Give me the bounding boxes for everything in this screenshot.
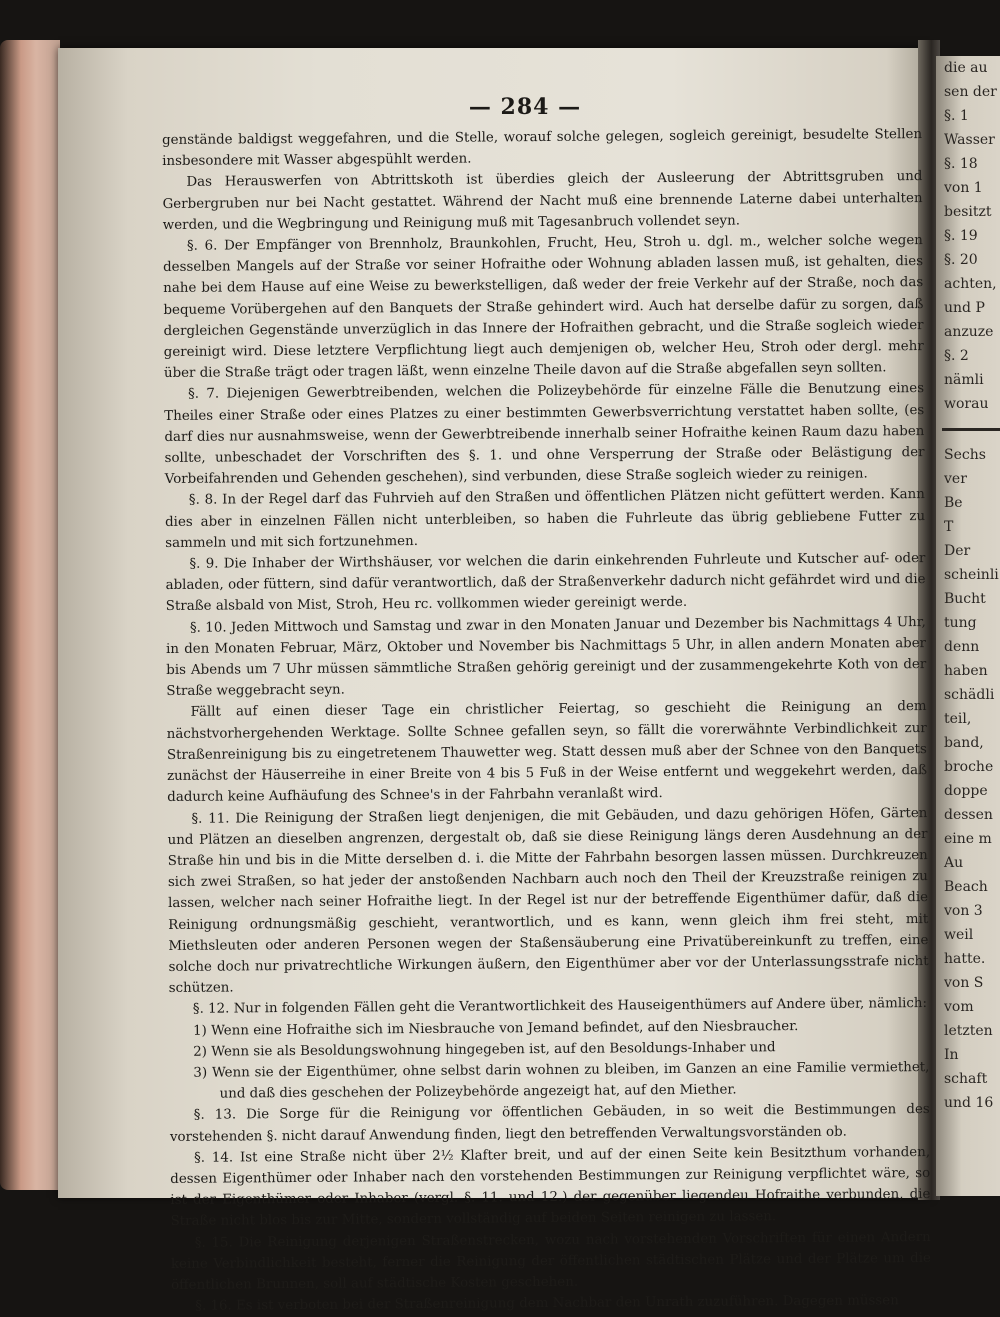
next-page-fragments-bottom: [936, 443, 1000, 1115]
next-page-fragment: vom: [944, 999, 974, 1015]
next-page-fragment: von S: [944, 975, 984, 991]
next-page-fragment: Beach: [944, 879, 988, 895]
page-body-text: [162, 124, 931, 1317]
paragraph: §. 15. Die Reinigung derjenigen Straßenstrecken, wozu nach vorstehenden Vorschriften für einen Andern keine Verbindlichkeit besteht, ferner die Reinigung der öffentlichen städtischen Plätze und der Plätze um die öffentlichen Brunnen, soll auf städtische Kosten geschehen.: [170, 1229, 931, 1293]
next-page-fragment: band,: [944, 735, 984, 751]
paragraph: §. 6. Der Empfänger von Brennholz, Braunkohlen, Frucht, Heu, Stroh u. dgl. m., welcher solche wegen desselben Mangels auf der Straße vor seiner Hofraithe oder Wohnung abladen lassen muß, ist gehalten, dies nahe bei dem Hause auf eine Weise zu bewerkstelligen, daß weder der freie Verkehr auf der Straße, noch das bequeme Vorübergehen auf den Banquets der Straße gehindert wird. Auch hat derselbe dafür zu sorgen, daß dergleichen Gegenstände unverzüglich in das Innere der Hofraithen gebracht, und die Straße sogleich wieder gereinigt wird. Diese letztere Verpflichtung liegt auch demjenigen ob, welcher Heu, Stroh oder dergl. mehr über die Straße trägt oder tragen läßt, wenn einzelne Theile davon auf die Straße abgefallen seyn sollten.: [163, 233, 924, 382]
paragraph: §. 11. Die Reinigung der Straßen liegt denjenigen, die mit Gebäuden, und dazu gehörigen Höfen, Gärten und Plätzen an dieselben angrenzen, dergestalt ob, daß sie diese Reinigung längs deren Ausdehnung an der Straße hin und bis in die Mitte derselben d. i. die Mitte der Fahrbahn besorgen lassen müssen. Durchkreuzen sich zwei Straßen, so hat jeder der anstoßenden Nachbarn auch noch den Theil der Kreuzstraße reinigen zu lassen, welcher nach seiner Hofraithe liegt. In der Regel ist nur der betreffende Eigenthümer dafür, daß die Reinigung ordnungsmäßig geschieht, verantwortlich, und es kann, wenn gleich ihm frei steht, mit Miethsleuten oder anderen Personen wegen der Staßensäuberung eine Privatübereinkunft zu treffen, eine solche doch nur privatrechtliche Wirkungen äußern, den Eigenthümer aber vor der Unterlassungsstrafe nicht schützen.: [167, 805, 929, 997]
paragraph: §. 9. Die Inhaber der Wirthshäuser, vor welchen die darin einkehrenden Fuhrleute und Kutscher auf- oder abladen, oder füttern, sind dafür verantwortlich, daß der Straßenverkehr dadurch nicht gefährdet wird und die Straße alsbald von Mist, Stroh, Heu rc. vollkommen wieder gereinigt werde.: [165, 551, 926, 615]
paragraph: §. 16. Es ist verboten bei der Straßenreinigung dem Nachbar den Unrath zuzuführen. Dagegen müssen: [195, 1293, 899, 1314]
next-page-fragment: und 16: [944, 1095, 994, 1111]
next-page-rule: [942, 428, 1000, 431]
next-page-fragment: haben: [944, 663, 988, 679]
next-page-fragment: scheinli: [944, 567, 999, 583]
next-page-fragment: Der: [944, 543, 971, 559]
next-page-fragment: von 3: [944, 903, 983, 919]
next-page-fragment: §. 2: [944, 348, 969, 364]
next-page-fragment: worau: [944, 396, 989, 412]
book-edge-left: [0, 40, 60, 1190]
paragraph: §. 12. Nur in folgenden Fällen geht die Verantwortlichkeit des Hauseigenthümers auf Andere über, nämlich:: [192, 996, 928, 1018]
list-item: 2) Wenn sie als Besoldungswohnung hingegeben ist, auf den Besoldungs-Inhaber und: [193, 1039, 776, 1060]
next-page-fragment: von 1: [944, 180, 983, 196]
next-page-fragment: Be: [944, 495, 963, 511]
paragraph: Fällt auf einen dieser Tage ein christlicher Feiertag, so geschieht die Reinigung an dem nächstvorhergehenden Werktage. Sollte Schnee gefallen seyn, so fällt die vorerwähnte Verbindlichkeit zur Straßenreinigung bis zu eingetretenem Thauwetter weg. Statt dessen muß aber der Schnee von den Banquets zunächst der Häuserreihe in einer Breite von 4 bis 5 Fuß in der Weise entfernt und weggekehrt werden, daß dadurch keine Aufhäufung des Schnee's in der Fahrbahn veranlaßt wird.: [166, 699, 928, 806]
next-page-fragment: schädli: [944, 687, 995, 703]
next-page-edge: [936, 56, 1000, 1196]
list-item: 1) Wenn eine Hofraithe sich im Niesbrauche von Jemand befindet, auf den Niesbraucher.: [193, 1018, 799, 1039]
next-page-fragment: ver: [944, 471, 967, 487]
next-page-fragment: §. 19: [944, 228, 978, 244]
paragraph: Das Herauswerfen von Abtrittskoth ist überdies gleich der Ausleerung der Abtrittsgruben und Gerbergruben nur bei Nacht gestattet. Während der Nacht muß eine brennende Laterne dabei unterhalten werden, und die Wegbringung und Reinigung muß mit Tagesanbruch vollendet seyn.: [162, 169, 923, 233]
next-page-fragment: §. 1: [944, 108, 969, 124]
paragraph: §. 7. Diejenigen Gewerbtreibenden, welchen die Polizeybehörde für einzelne Fälle die Benutzung eines Theiles einer Straße oder eines Platzes zu einer bestimmten Gewerbsverrichtung verstattet haben sollte, (es darf dies nur ausnahmsweise, wenn der Gewerbtreibende innerhalb seiner Hofraithe keinen Raum dazu haben sollte, unbeschadet der Vorschriften des §. 1. und ohne Versperrung der Straße oder Belästigung der Vorbeifahrenden und Gehenden geschehen), sind verbunden, diese Straße sogleich wieder zu reinigen.: [164, 381, 925, 488]
next-page-fragment: nämli: [944, 372, 984, 388]
paragraph: §. 8. In der Regel darf das Fuhrvieh auf den Straßen und öffentlichen Plätzen nicht gefüttert werden. Kann dies aber in einzelnen Fällen nicht unterbleiben, so haben die Fuhrleute das übrig gebliebene Futter zu sammeln und mit sich fortzunehmen.: [165, 487, 926, 551]
next-page-fragment: hatte.: [944, 951, 986, 967]
next-page-fragment: sen der: [944, 84, 997, 100]
next-page-fragment: letzten: [944, 1023, 993, 1039]
next-page-fragment: broche: [944, 759, 994, 775]
next-page-fragment: doppe: [944, 783, 988, 799]
page-number: — 284 —: [468, 94, 582, 120]
next-page-fragment: Bucht: [944, 591, 986, 607]
next-page-fragment: besitzt: [944, 204, 992, 220]
next-page-fragment: die au: [944, 60, 988, 76]
next-page-fragment: achten,: [944, 276, 997, 292]
list-item: 3) Wenn sie der Eigenthümer, ohne selbst darin wohnen zu bleiben, im Ganzen an eine Familie vermiethet, und daß dies geschehen der Polizeybehörde angezeigt hat, auf den Miether.: [193, 1059, 930, 1102]
paragraph: §. 10. Jeden Mittwoch und Samstag und zwar in den Monaten Januar und Dezember bis Nachmittags 4 Uhr, in den Monaten Februar, März, Oktober und November bis Nachmittags 5 Uhr, in allen andern Monaten aber bis Abends um 7 Uhr müssen sämmtliche Straßen gehörig gereinigt und der zusammengekehrte Koth von der Straße weggebracht seyn.: [166, 614, 927, 700]
next-page-fragment: tung: [944, 615, 977, 631]
next-page-fragment: teil,: [944, 711, 972, 727]
next-page-fragment: schaft: [944, 1071, 988, 1087]
next-page-fragments-top: [936, 56, 1000, 416]
paragraph: §. 13. Die Sorge für die Reinigung vor öffentlichen Gebäuden, in so weit die Bestimmungen des vorstehenden §. nicht darauf Anwendung finden, liegt den betreffenden Verwaltungsvorständen ob.: [169, 1102, 930, 1145]
next-page-fragment: weil: [944, 927, 974, 943]
next-page-fragment: eine m: [944, 831, 992, 847]
next-page-fragment: Sechs: [944, 447, 986, 463]
next-page-fragment: In: [944, 1047, 959, 1063]
next-page-fragment: §. 20: [944, 252, 978, 268]
next-page-fragment: §. 18: [944, 156, 978, 172]
paragraph: §. 14. Ist eine Straße nicht über 2½ Klafter breit, und auf der einen Seite kein Besitzthum vorhanden, dessen Eigenthümer oder Inhaber nach den vorstehenden Bestimmungen zur Reinigung verpflichtet wäre, so ist der Eigenthümer oder Inhaber (vergl. §. 11. und 12.) der gegenüber liegendeu Hofraithe verbunden, die Straße nicht blos bis zur Mitte, sondern vollständig auf beiden Seiten reinigen zu lassen.: [170, 1144, 931, 1230]
next-page-fragment: T: [944, 519, 954, 535]
next-page-fragment: dessen: [944, 807, 993, 823]
paragraph: genstände baldigst weggefahren, und die Stelle, worauf solche gelegen, sogleich gereinigt, besudelte Stellen insbesondere mit Wasser abgespühlt werden.: [162, 127, 923, 170]
next-page-fragment: Wasser: [944, 132, 995, 148]
next-page-fragment: Au: [944, 855, 964, 871]
next-page-fragment: denn: [944, 639, 980, 655]
next-page-fragment: und P: [944, 300, 985, 316]
next-page-fragment: anzuze: [944, 324, 994, 340]
